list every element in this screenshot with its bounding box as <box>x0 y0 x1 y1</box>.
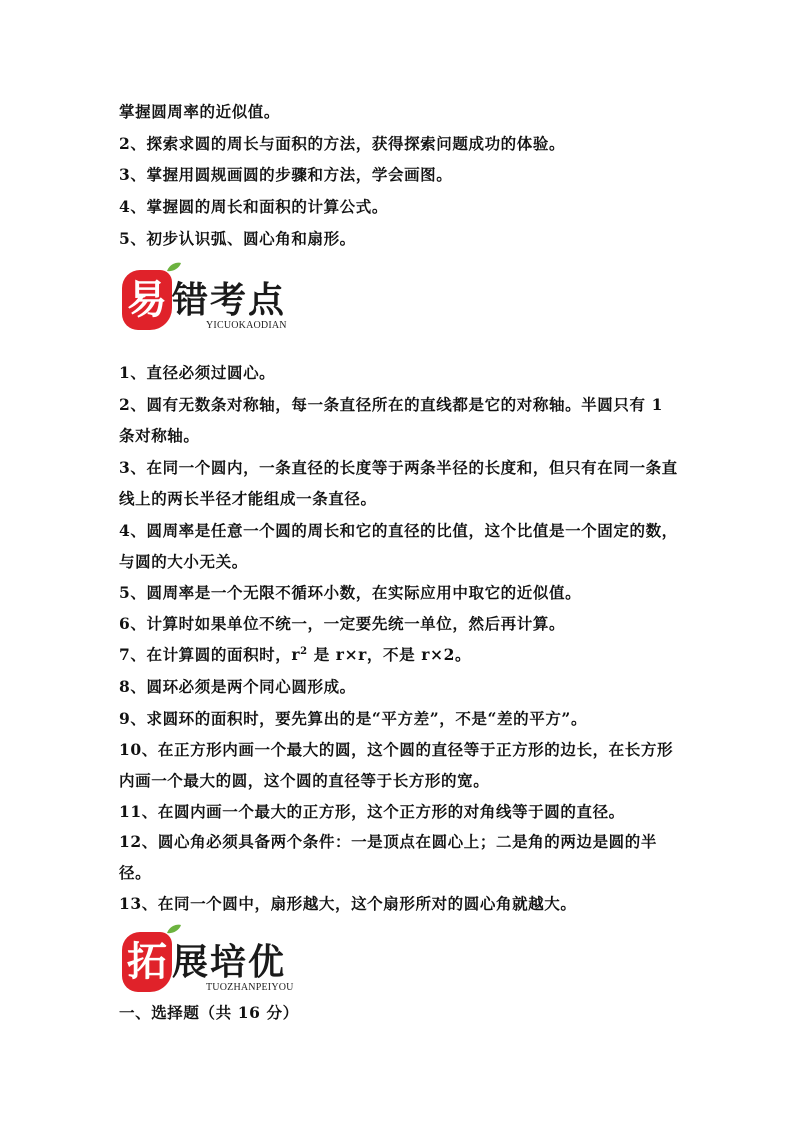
point-1: 1、直径必须过圆心。 <box>119 363 276 382</box>
banner-title: 展培优 <box>172 942 287 983</box>
goal-4: 4、掌握圆的周长和面积的计算公式。 <box>119 197 388 216</box>
point-9: 9、求圆环的面积时，要先算出的是“平方差”，不是“差的平方”。 <box>119 709 588 728</box>
leaf-icon <box>166 262 182 272</box>
point-10: 10、在正方形内画一个最大的圆，这个圆的直径等于正方形的边长，在长方形内画一个最大的圆，这个圆的直径等于长方形的宽。 <box>119 740 674 790</box>
banner-badge: 易 <box>122 270 172 330</box>
goal-5: 5、初步认识弧、圆心角和扇形。 <box>119 229 356 248</box>
point-7-text: 7、在计算圆的面积时，r <box>119 645 301 664</box>
point-7-superscript: 2 <box>300 645 308 657</box>
point-8: 8、圆环必须是两个同心圆形成。 <box>119 677 356 696</box>
point-2: 2、圆有无数条对称轴，每一条直径所在的直线都是它的对称轴。半圆只有 1 条对称轴。 <box>119 395 663 445</box>
goal-1: 掌握圆周率的近似值。 <box>119 102 281 121</box>
banner-badge: 拓 <box>122 932 172 992</box>
banner-subtitle: TUOZHANPEIYOU <box>206 982 294 993</box>
point-6: 6、计算时如果单位不统一，一定要先统一单位，然后再计算。 <box>119 614 566 633</box>
banner-subtitle: YICUOKAODIAN <box>206 320 287 331</box>
point-13: 13、在同一个圆中，扇形越大，这个扇形所对的圆心角就越大。 <box>119 894 577 913</box>
point-11: 11、在圆内画一个最大的正方形，这个正方形的对角线等于圆的直径。 <box>119 802 625 821</box>
point-3: 3、在同一个圆内，一条直径的长度等于两条半径的长度和，但只有在同一条直线上的两长半径才能组成一条直径。 <box>119 458 678 508</box>
banner-title: 错考点 <box>172 280 287 321</box>
leaf-icon <box>166 924 182 934</box>
point-4: 4、圆周率是任意一个圆的周长和它的直径的比值，这个比值是一个固定的数，与圆的大小无关。 <box>119 521 678 571</box>
goal-2: 2、探索求圆的周长与面积的方法，获得探索问题成功的体验。 <box>119 134 566 153</box>
point-5: 5、圆周率是一个无限不循环小数，在实际应用中取它的近似值。 <box>119 583 582 602</box>
goal-3: 3、掌握用圆规画圆的步骤和方法，学会画图。 <box>119 165 453 184</box>
point-7 <box>119 639 679 670</box>
banner-tuozhanpeiyou <box>122 928 322 1000</box>
banner-yicuokaodian <box>122 266 322 338</box>
point-7-text-end: 是 r×r，不是 r×2。 <box>307 645 472 664</box>
section-heading: 一、选择题（共 16 分） <box>119 1003 299 1022</box>
point-12: 12、圆心角必须具备两个条件：一是顶点在圆心上；二是角的两边是圆的半径。 <box>119 832 657 882</box>
